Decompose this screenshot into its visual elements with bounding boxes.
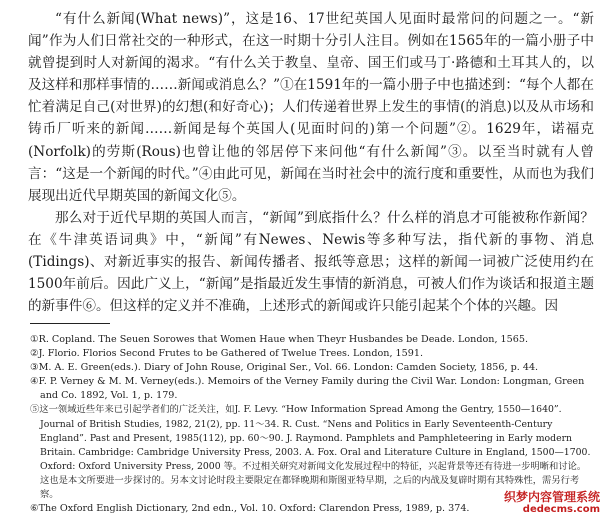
- footnote-1: ①R. Copland. The Seuen Sorowes that Women Haue when Theyr Husbandes be Deade. London, 1565.: [30, 334, 529, 345]
- watermark-chinese: 织梦内容管理系统: [503, 490, 600, 504]
- footnote-3: ③M. A. E. Green(eds.). Diary of John Rouse, Original Ser., Vol. 66. London: Camden Society, 1856, p. 44.: [30, 362, 539, 374]
- body-paragraph-1: “有什么新闻(What news)”，这是16、17世纪英国人见面时最常问的问题之一。“新闻”作为人们日常社交的一种形式，在这一时期十分引人注目。例如在1565年的一篇小册子中就曾提到时人对新闻的渴求。“有什么关于教皇、皇帝、国王们或马丁·路德和土耳其人的，以及这样和那样事情的……新闻或消息么？”①在1591年的一篇小册子中也描述到：“每个人都在忙着满足自己(对世界)的幻想(和好奇心)；人们传递着世界上发生的事情(的消息)以及从市场和铸币厂听来的新闻……新闻是每个英国人(见面时问的)第一个问题”②。1629年，诺福克(Norfolk)的劳斯(Rous)也曾让他的邻居停下来问他“有什么新闻”③。以至当时就有人曾言：“这是一个新闻的时代。”④由此可见，新闻在当时社会中的流行度和重要性，从而也为我们展现出近代早期英国的新闻文化⑤。: [28, 11, 594, 204]
- footnote-6: ⑥The Oxford English Dictionary, 2nd edn., Vol. 10. Oxford: Clarendon Press, 1989, p. 374.: [30, 503, 470, 515]
- footnote-divider: [30, 323, 110, 324]
- watermark-english: dedecms.com: [522, 504, 600, 515]
- footnote-4: ④F. P. Verney & M. M. Verney(eds.). Memoirs of the Verney Family during the Civil War. London: Longman, Green and Co. 1892, Vol. 1, p. 179.: [30, 376, 585, 402]
- footnote-5: ⑤这一领域近些年来已引起学者们的广泛关注，如J. F. Levy. “How Information Spread Among the Gentry, 1550—1640”. Journal of British Studies, 1982, 21(2), pp. 11～34. R. Cust. “Nens and Politics in Early Seventeenth-Century England”. Past and Present, 1985(112), pp. 60～90. J. Raymond. Pamphlets and Pamphleteering in Early modern Britain. Cambridge: Cambridge University Press, 2003. A. Fox. Oral and Literature Culture in England, 1500—1700. Oxford: Oxford University Press, 2000 等。不过相关研究对新闻文化发展过程中的特征，兴起背景等还有待进一步明晰和讨论。这也是本文所要进一步探讨的。另本文讨论时段主要限定在都铎晚期和斯图亚特早期，之后的内战及复辟时期有其特殊性，需另行考察。: [30, 404, 591, 501]
- footnote-list: [30, 333, 592, 516]
- watermark-logo: [504, 490, 600, 516]
- body-paragraph-2: 那么对于近代早期的英国人而言，“新闻”到底指什么？什么样的消息才可能被称作新闻？在《牛津英语词典》中，“新闻”有Newes、Newis等多种写法，指代新的事物、消息(Tidings)、对新近事实的报告、新闻传播者、报纸等意思；这样的新闻一词被广泛使用约在1500年前后。因此广义上，“新闻”是指最近发生事情的新消息，可被人们作为谈话和报道主题的新事件⑥。但这样的定义并不准确，上述形式的新闻或许只能引起某个个体的兴趣。因: [28, 210, 594, 315]
- footnote-2: ②J. Florio. Florios Second Frutes to be Gathered of Twelue Trees. London, 1591.: [30, 348, 424, 360]
